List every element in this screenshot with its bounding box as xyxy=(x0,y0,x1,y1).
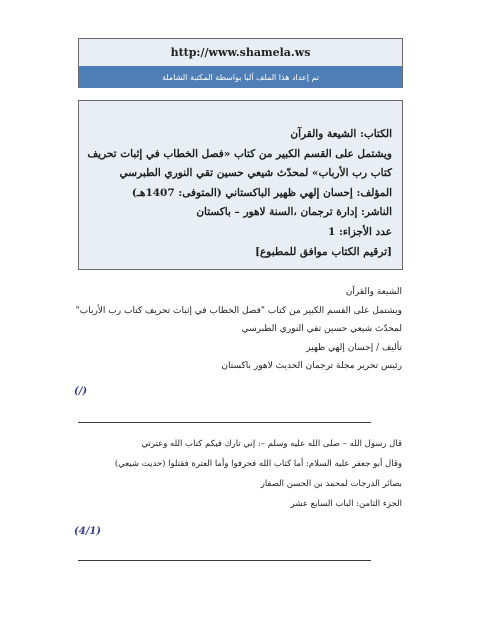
body-line: ويشتمل على القسم الكبير من كتاب "فصل الخطاب في إثبات تحريف كتاب رب الأرباب" xyxy=(75,305,402,316)
divider xyxy=(78,560,371,561)
page-marker: (/) xyxy=(74,386,88,397)
info-author: المؤلف: إحسان إلهي ظهير الباكستاني (المتوفى: 1407هـ) xyxy=(131,186,392,199)
header-box xyxy=(78,38,403,88)
info-pagination: [ترقيم الكتاب موافق للمطبوع] xyxy=(255,245,392,258)
page-marker: (4/1) xyxy=(74,526,102,537)
note-line: الجزء الثامن: الباب السابع عشر xyxy=(290,499,402,509)
body-line: تأليف / إحسان إلهي ظهير xyxy=(306,342,402,353)
note-line: وقال أبو جعفر عليه السلام: أما كتاب الله فحرفوا وأما العترة فقتلوا (حديث شيعي) xyxy=(114,459,402,469)
note-line: قال رسول الله – صلى الله عليه وسلم –: إني تارك فيكم كتاب الله وعترتي xyxy=(141,439,402,449)
info-title: الكتاب: الشيعة والقرآن xyxy=(290,128,392,140)
body-line: لمحدّث شيعي حسين تقي النوري الطبرسي xyxy=(241,324,402,334)
body-text xyxy=(72,283,402,376)
divider xyxy=(78,422,371,423)
body-line: الشيعة والقرآن xyxy=(345,287,402,297)
generated-note: تم إعداد هذا الملف آليا بواسطة المكتبة الشاملة xyxy=(79,66,402,88)
info-description-1: ويشتمل على القسم الكبير من كتاب «فصل الخطاب في إثبات تحريف xyxy=(87,147,392,160)
body-line: رئيس تحرير مجلة ترجمان الحديث لاهور باكستان xyxy=(221,361,402,371)
info-publisher: الناشر: إدارة ترجمان ،السنة لاهور – باكستان xyxy=(196,206,392,219)
site-url[interactable]: http://www.shamela.ws xyxy=(79,39,402,66)
book-info-box xyxy=(78,100,403,270)
info-volumes: عدد الأجزاء: 1 xyxy=(328,225,392,238)
note-line: بصائر الدرجات لمحمد بن الحسن الصفار xyxy=(260,479,402,489)
notes xyxy=(72,434,402,514)
info-description-2: كتاب رب الأرباب» لمحدّث شيعي حسين تقي النوري الطبرسي xyxy=(119,167,392,180)
